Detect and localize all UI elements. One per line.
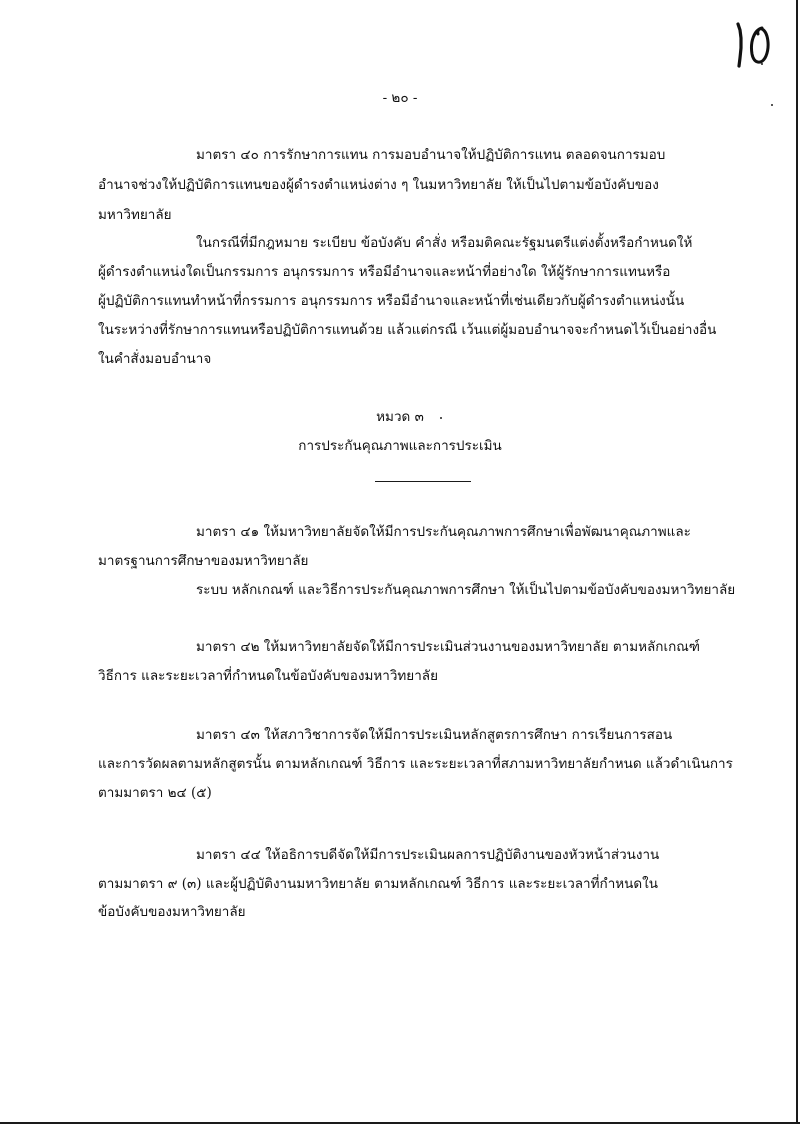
handwritten-page-number — [728, 18, 778, 72]
page-number: - ๒๐ - — [382, 90, 418, 106]
chapter-divider — [375, 481, 471, 482]
section-40-line: ในคำสั่งมอบอำนาจ — [98, 351, 212, 367]
section-40-line: อำนาจช่วงให้ปฏิบัติการแทนของผู้ดำรงตำแหน่งต่าง ๆ ในมหาวิทยาลัย ให้เป็นไปตามข้อบังคับของ — [98, 177, 659, 193]
section-43-line: และการวัดผลตามหลักสูตรนั้น ตามหลักเกณฑ์ วิธีการ และระยะเวลาที่สภามหาวิทยาลัยกำหนด แล้วดำเนินการ — [98, 756, 733, 772]
chapter-number: หมวด ๓ — [376, 409, 424, 425]
section-43-line: ตามมาตรา ๒๔ (๕) — [98, 785, 212, 801]
section-41-line: มาตรฐานการศึกษาของมหาวิทยาลัย — [98, 553, 309, 569]
scan-border-right — [796, 0, 798, 1124]
section-42-line: มาตรา ๔๒ ให้มหาวิทยาลัยจัดให้มีการประเมินส่วนงานของมหาวิทยาลัย ตามหลักเกณฑ์ — [196, 639, 700, 655]
section-40-line: ในระหว่างที่รักษาการแทนหรือปฏิบัติการแทนด้วย แล้วแต่กรณี เว้นแต่ผู้มอบอำนาจจะกำหนดไว้เป็นอย่างอื่น — [98, 322, 717, 338]
section-41-line: มาตรา ๔๑ ให้มหาวิทยาลัยจัดให้มีการประกันคุณภาพการศึกษาเพื่อพัฒนาคุณภาพและ — [196, 524, 691, 540]
section-40-line: ในกรณีที่มีกฎหมาย ระเบียบ ข้อบังคับ คำสั่ง หรือมติคณะรัฐมนตรีแต่งตั้งหรือกำหนดให้ — [196, 235, 693, 251]
section-40-line: ผู้ดำรงตำแหน่งใดเป็นกรรมการ อนุกรรมการ หรือมีอำนาจและหน้าที่อย่างใด ให้ผู้รักษาการแทนหรือ — [98, 264, 671, 280]
chapter-title: การประกันคุณภาพและการประเมิน — [298, 438, 502, 454]
section-44-line: ตามมาตรา ๙ (๓) และผู้ปฏิบัติงานมหาวิทยาลัย ตามหลักเกณฑ์ วิธีการ และระยะเวลาที่กำหนดใน — [98, 876, 658, 892]
section-41-line: ระบบ หลักเกณฑ์ และวิธีการประกันคุณภาพการศึกษา ให้เป็นไปตามข้อบังคับของมหาวิทยาลัย — [196, 582, 736, 598]
section-40-line: ผู้ปฏิบัติการแทนทำหน้าที่กรรมการ อนุกรรมการ หรือมีอำนาจและหน้าที่เช่นเดียวกับผู้ดำรงตำแหน่งนั้น — [98, 293, 685, 309]
section-40-line: มาตรา ๔๐ การรักษาการแทน การมอบอำนาจให้ปฏิบัติการแทน ตลอดจนการมอบ — [196, 147, 666, 163]
section-42-line: วิธีการ และระยะเวลาที่กำหนดในข้อบังคับของมหาวิทยาลัย — [98, 668, 438, 684]
section-43-line: มาตรา ๔๓ ให้สภาวิชาการจัดให้มีการประเมินหลักสูตรการศึกษา การเรียนการสอน — [196, 727, 673, 743]
section-44-line: ข้อบังคับของมหาวิทยาลัย — [98, 904, 246, 920]
section-40-line: มหาวิทยาลัย — [98, 207, 172, 223]
section-44-line: มาตรา ๔๔ ให้อธิการบดีจัดให้มีการประเมินผลการปฏิบัติงานของหัวหน้าส่วนงาน — [196, 847, 660, 863]
